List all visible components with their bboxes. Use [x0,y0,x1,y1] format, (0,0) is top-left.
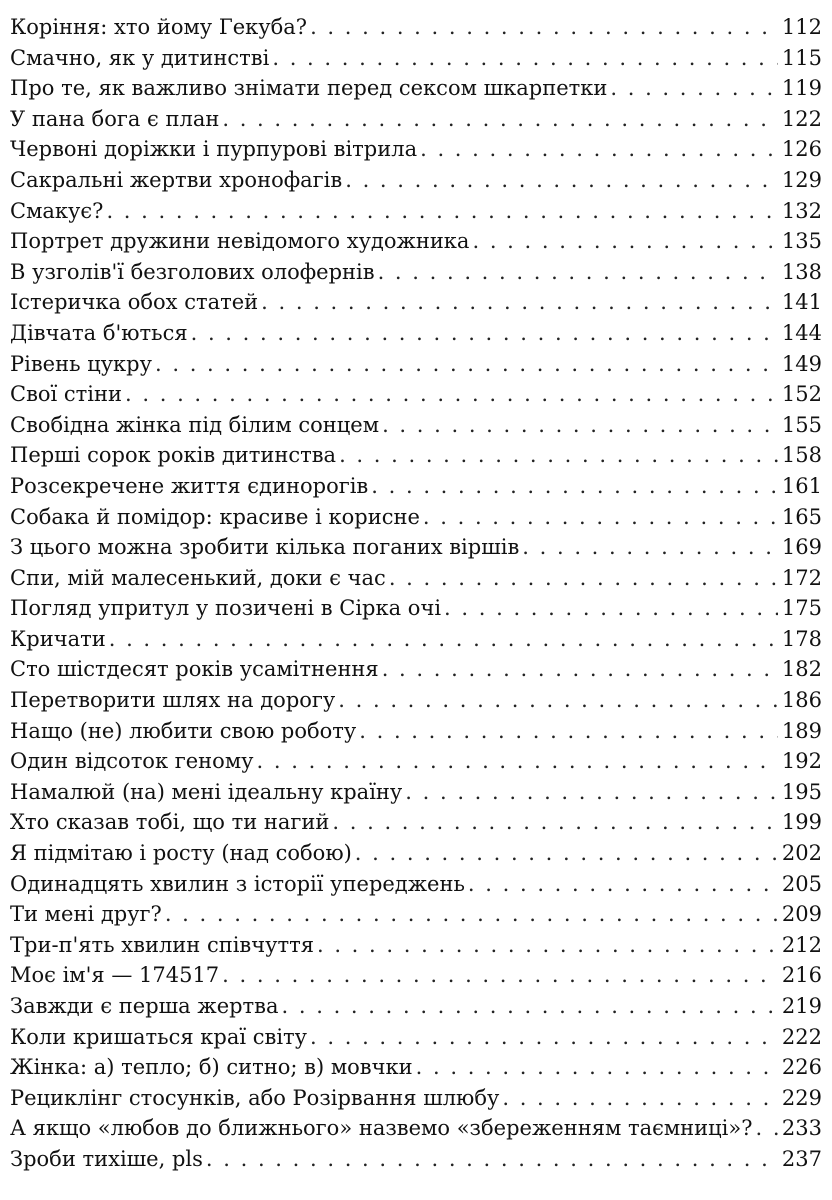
toc-dot-leader [339,440,778,471]
toc-dot-leader [338,685,778,716]
toc-entry[interactable] [10,563,822,594]
toc-entry[interactable] [10,930,822,961]
toc-entry-title: Істеричка обох статей [10,290,259,315]
toc-entry-title: Свобідна жінка під білим сонцем [10,412,380,437]
toc-entry-page: 237 [781,1146,822,1171]
toc-entry-title: Погляд упритул у позичені в Сірка очі [10,596,442,621]
toc-entry-page: 129 [781,167,822,192]
toc-entry[interactable] [10,869,822,900]
toc-dot-leader [155,349,778,380]
toc-entry-title: Розсекречене життя єдинорогів [10,473,369,498]
toc-entry-page: 119 [781,76,822,101]
toc-entry[interactable] [10,73,822,104]
toc-entry-page: 152 [781,382,822,407]
toc-entry-title: Собака й помідор: красиве і корисне [10,504,420,529]
toc-entry-title: Завжди є перша жертва [10,994,279,1018]
toc-entry-page: 115 [781,45,822,70]
toc-entry-page: 186 [781,688,822,713]
toc-dot-leader [191,318,778,349]
toc-dot-leader [359,716,778,747]
toc-entry[interactable] [10,1022,822,1053]
toc-entry[interactable] [10,654,822,685]
toc-entry-page: 122 [781,106,822,131]
toc-entry[interactable] [10,1052,822,1083]
toc-entry[interactable] [10,134,822,165]
toc-entry-page: 172 [781,565,822,590]
toc-entry-title: Один відсоток геному [10,749,254,774]
toc-dot-leader [502,1083,778,1114]
toc-entry-page: 126 [781,137,822,162]
toc-entry-title: Червоні доріжки і пурпурові вітрила [10,137,418,162]
toc-entry-title: У пана бога є план [10,106,220,131]
toc-entry-page: 138 [781,259,822,284]
toc-entry-page: 216 [781,963,822,988]
toc-entry-title: Хто сказав тобі, що ти нагий [10,810,330,835]
toc-entry-title: Сакральні жертви хронофагів [10,167,343,192]
toc-entry[interactable] [10,165,822,196]
toc-entry-title: Портрет дружини невідомого художника [10,229,470,254]
toc-entry[interactable] [10,624,822,655]
toc-dot-leader [468,869,778,900]
toc-dot-leader [106,196,777,227]
toc-dot-leader [416,1052,778,1083]
toc-entry[interactable] [10,716,822,747]
toc-entry-page: 178 [781,626,822,651]
toc-dot-leader [109,624,778,655]
toc-entry[interactable] [10,349,822,380]
toc-dot-leader [389,563,778,594]
toc-dot-leader [310,1022,778,1053]
toc-entry-page: 212 [781,932,822,957]
toc-entry[interactable] [10,379,822,410]
toc-entry-page: 144 [781,320,822,345]
toc-entry-page: 189 [781,718,822,743]
toc-entry-page: 202 [781,841,822,866]
toc-entry-page: 158 [781,443,822,468]
toc-entry-page: 135 [781,229,822,254]
toc-entry-title: Коріння: хто йому Гекуба? [10,15,308,39]
toc-entry[interactable] [10,43,822,74]
toc-dot-leader [206,1144,778,1175]
toc-entry-page: 112 [781,15,822,39]
toc-entry[interactable] [10,685,822,716]
toc-entry-page: 195 [781,779,822,804]
toc-entry[interactable] [10,196,822,227]
toc-entry-page: 169 [781,535,822,560]
toc-dot-leader [378,257,778,288]
toc-dot-leader [222,104,778,135]
toc-entry[interactable] [10,12,822,43]
toc-entry-title: Спи, мій малесенький, доки є час [10,565,386,590]
toc-entry-page: 182 [781,657,822,682]
toc-entry-title: Смакує? [10,198,104,223]
toc-dot-leader [125,379,778,410]
toc-entry[interactable] [10,532,822,563]
toc-entry[interactable] [10,1113,822,1144]
toc-entry[interactable] [10,410,822,441]
toc-entry[interactable] [10,1144,822,1175]
toc-entry[interactable] [10,960,822,991]
toc-entry-title: Моє ім'я — 174517 [10,963,220,988]
toc-entry[interactable] [10,899,822,930]
toc-entry-title: Одинадцять хвилин з історії упереджень [10,871,465,896]
toc-dot-leader [472,226,777,257]
toc-dot-leader [222,960,778,991]
toc-dot-leader [371,471,778,502]
toc-entry[interactable] [10,593,822,624]
toc-entry-title: Про те, як важливо знімати перед сексом шкарпетки [10,76,608,101]
toc-entry[interactable] [10,257,822,288]
toc-entry-page: 199 [781,810,822,835]
toc-dot-leader [382,410,778,441]
toc-entry-title: Ти мені друг? [10,902,162,927]
toc-entry[interactable] [10,226,822,257]
toc-entry[interactable] [10,440,822,471]
toc-entry-page: 175 [781,596,822,621]
toc-entry-title: Коли кришаться краї світу [10,1024,308,1049]
toc-entry-page: 149 [781,351,822,376]
toc-entry-page: 132 [781,198,822,223]
toc-entry-title: Сто шістдесят років усамітнення [10,657,379,682]
toc-entry[interactable] [10,471,822,502]
toc-entry-title: Свої стіни [10,382,123,407]
toc-dot-leader [345,165,778,196]
toc-dot-leader [257,746,778,777]
toc-dot-leader [282,991,778,1022]
toc-entry-page: 165 [781,504,822,529]
toc-entry[interactable] [10,318,822,349]
toc-entry-title: Кричати [10,626,106,651]
toc-entry-title: Зроби тихіше, pls [10,1146,203,1171]
toc-entry-title: Рециклінг стосунків, або Розірвання шлюбу [10,1085,500,1110]
toc-entry-title: Я підмітаю і росту (над собою) [10,841,352,866]
toc-entry-page: 229 [781,1085,822,1110]
toc-entry-title: Перетворити шлях на дорогу [10,688,336,713]
toc-entry[interactable] [10,287,822,318]
toc-dot-leader [165,899,778,930]
toc-entry-title: Смачно, як у дитинстві [10,45,270,70]
toc-entry[interactable] [10,746,822,777]
toc-entry-page: 233 [781,1116,822,1141]
toc-dot-leader [423,502,778,533]
toc-dot-leader [420,134,778,165]
toc-entry-page: 222 [781,1024,822,1049]
toc-entry[interactable] [10,502,822,533]
toc-entry[interactable] [10,991,822,1022]
toc-dot-leader [405,777,778,808]
toc-entry-title: Нащо (не) любити свою роботу [10,718,357,743]
toc-entry-title: Дівчата б'ються [10,320,188,345]
toc-entry[interactable] [10,807,822,838]
toc-entry-title: Намалюй (на) мені ідеальну країну [10,779,403,804]
toc-entry-title: Три-п'ять хвилин співчуття [10,932,314,957]
toc-dot-leader [756,1113,778,1144]
toc-dot-leader [382,654,778,685]
toc-entry-page: 192 [781,749,822,774]
toc-entry-page: 205 [781,871,822,896]
toc-entry[interactable] [10,104,822,135]
toc-entry[interactable] [10,1083,822,1114]
toc-entry-page: 226 [781,1055,822,1080]
toc-entry-title: А якщо «любов до ближнього» назвемо «збереженням таємниці»? [10,1116,753,1141]
toc-entry-page: 209 [781,902,822,927]
toc-dot-leader [317,930,778,961]
toc-entry-title: В узголів'ї безголових олофернів [10,259,375,284]
toc-entry-page: 161 [781,473,822,498]
toc-dot-leader [272,43,778,74]
toc-dot-leader [261,287,778,318]
toc-entry-page: 141 [781,290,822,315]
toc-entry-title: Рівень цукру [10,351,152,376]
toc-entry[interactable] [10,777,822,808]
toc-entry[interactable] [10,838,822,869]
toc-dot-leader [610,73,778,104]
toc-dot-leader [332,807,778,838]
toc-entry-title: Жінка: а) тепло; б) ситно; в) мовчки [10,1055,413,1080]
toc-entry-title: З цього можна зробити кілька поганих віршів [10,535,520,560]
toc-dot-leader [444,593,778,624]
toc-entry-page: 155 [781,412,822,437]
toc-entry-page: 219 [781,994,822,1018]
toc-dot-leader [310,12,778,43]
toc-dot-leader [522,532,778,563]
toc-entry-title: Перші сорок років дитинства [10,443,337,468]
toc-dot-leader [355,838,778,869]
